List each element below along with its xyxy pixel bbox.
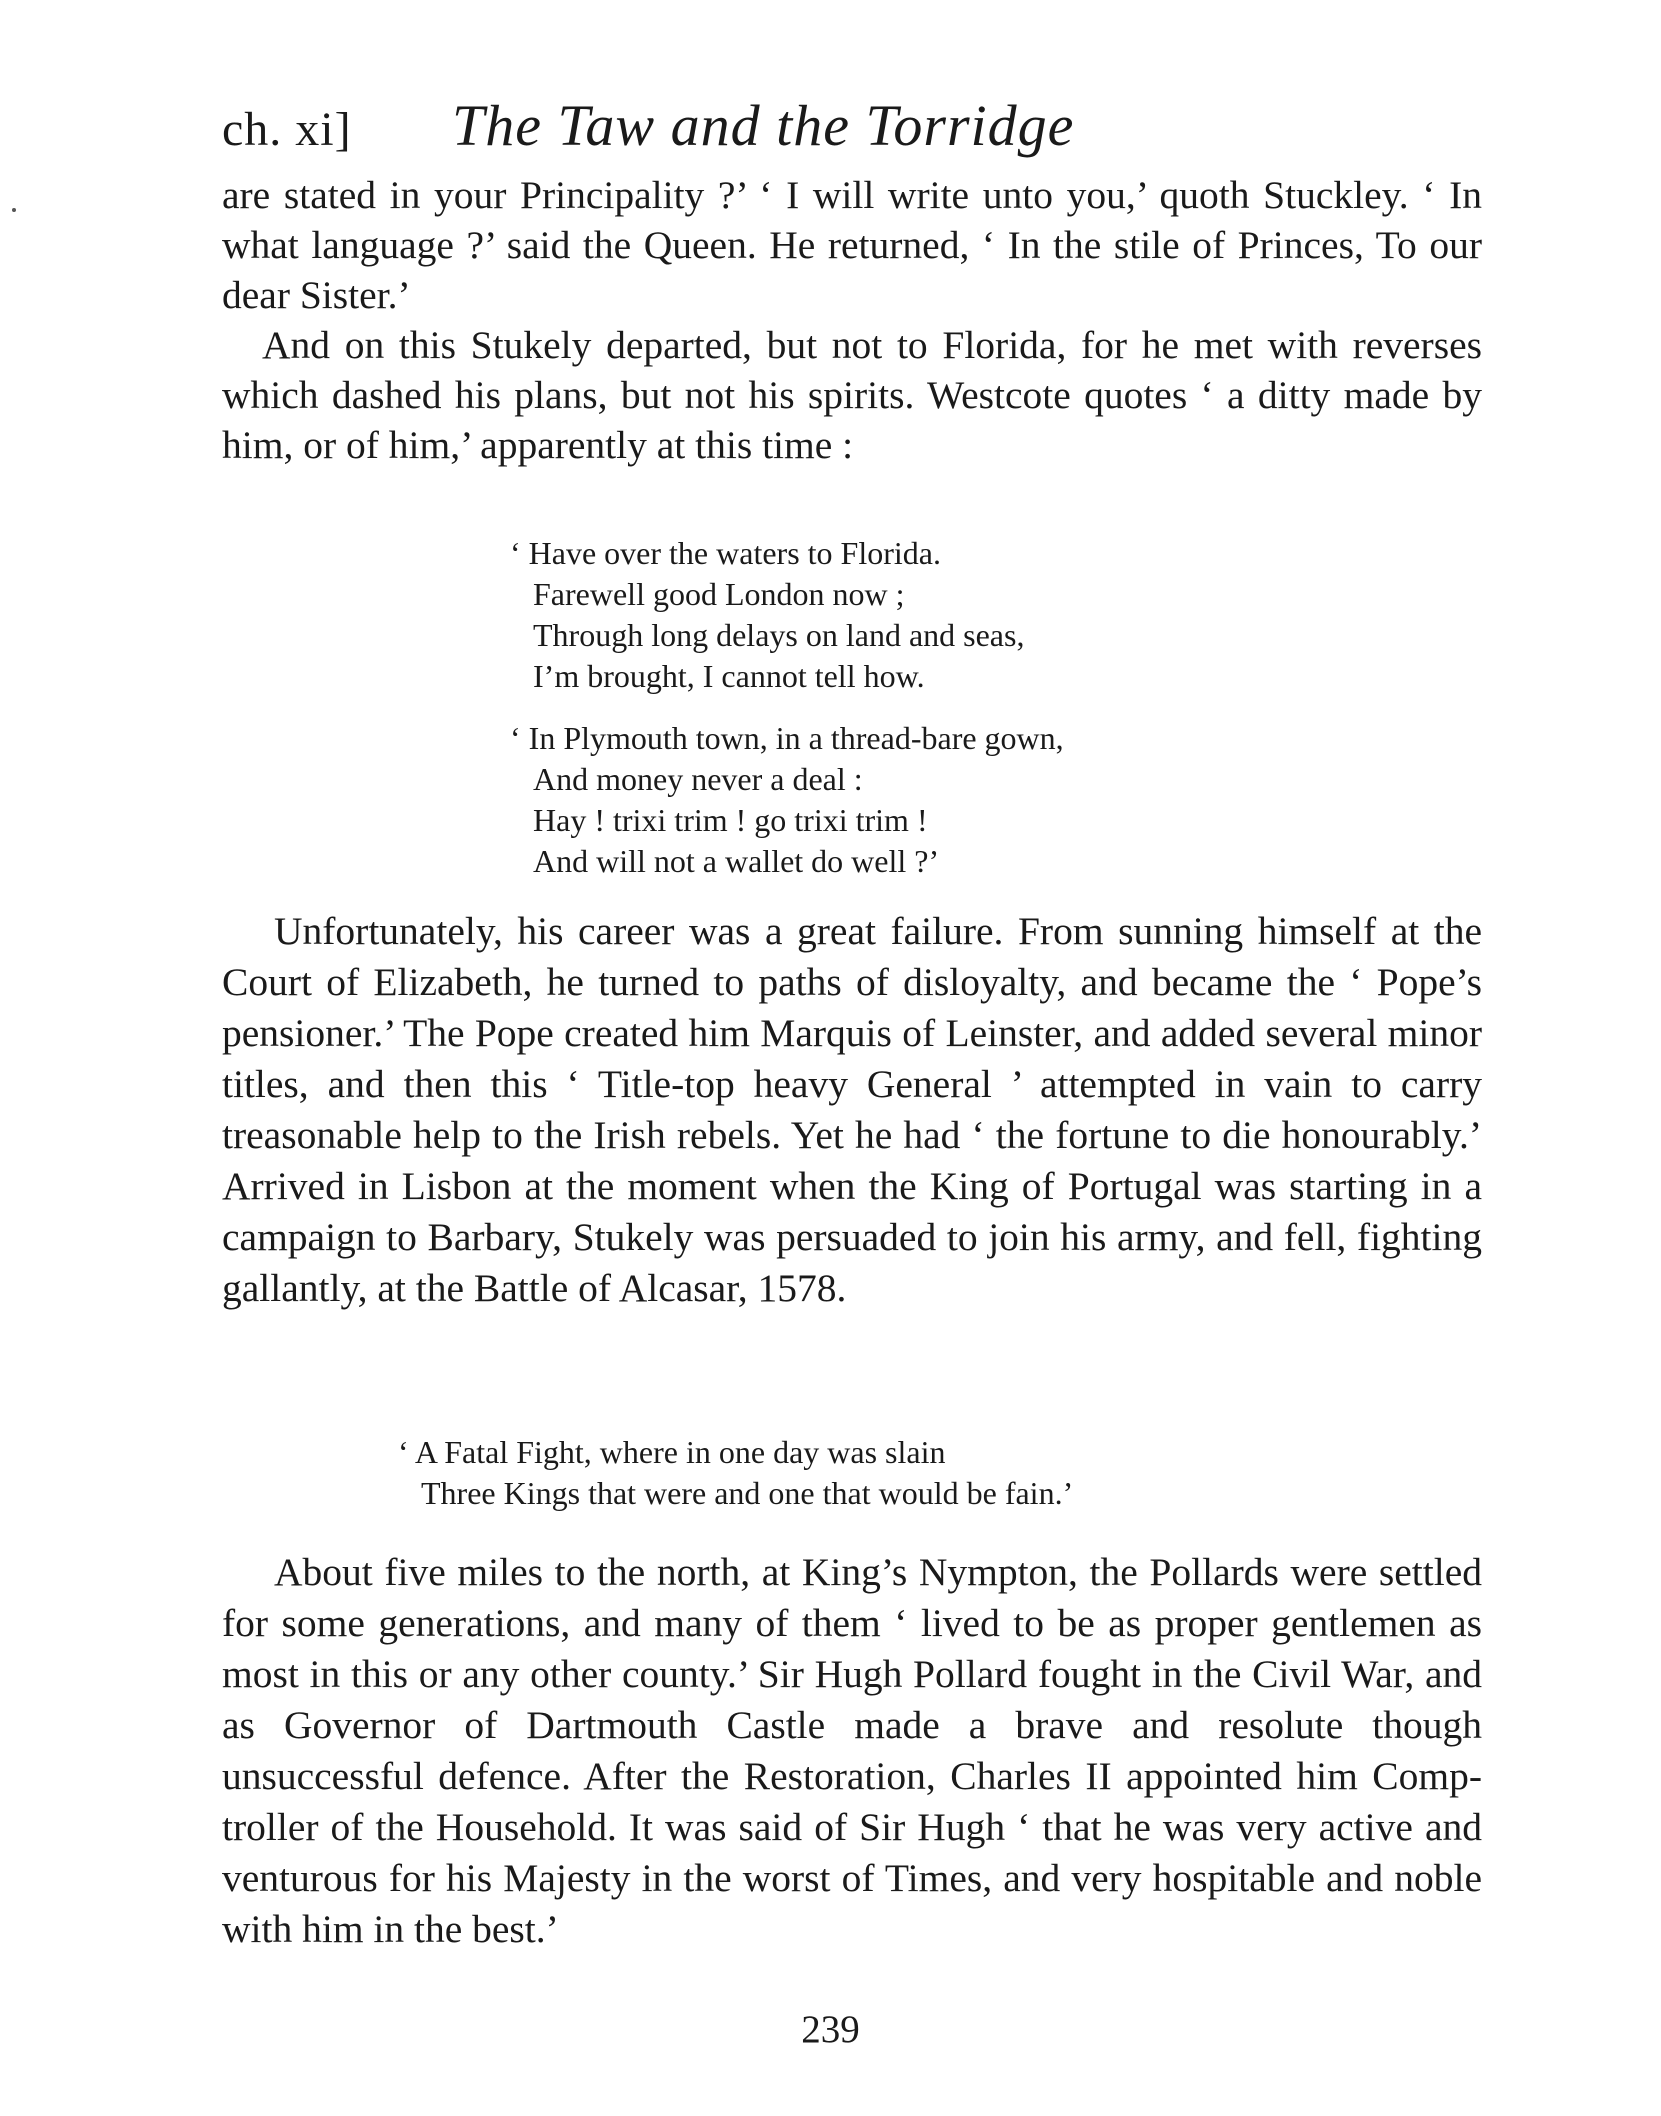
verse-line: Farewell good London now ; [533, 576, 905, 612]
scan-speck [12, 208, 16, 212]
paragraph-1: are stated in your Principality ?’ ‘ I will write unto you,’ quoth Stuckley. ‘ In what language ?’ said the Queen. He returned, ‘ In the stile of Princes, To our dear Sister.’ [222, 173, 1482, 317]
verse-stanza-2 [510, 718, 1064, 882]
paragraph-3: Unfortunately, his career was a great failure. From sunning himself at the Court of Elizabeth, he turned to paths of disloyalty, and became the ‘ Pope’s pensioner.’ The Pope created him Marquis of Leinster, and added several minor titles, and then this ‘ Title-top heavy General ’ attempted in vain to carry treasonable help to the Irish rebels. Yet he had ‘ the fortune to die honourably.’ Arrived in Lisbon at the moment when the King of Portugal was starting in a campaign to Barbary, Stukely was persuaded to join his army, and fell, fighting gallantly, at the Battle of Alcasar, 1578. [222, 909, 1482, 1310]
verse-line: Hay ! trixi trim ! go trixi trim ! [533, 802, 928, 838]
chapter-marker: ch. xi] [222, 103, 352, 156]
page-number: 239 [801, 2008, 860, 2051]
verse-line: Through long delays on land and seas, [533, 617, 1025, 653]
verse-line: I’m brought, I cannot tell how. [533, 658, 925, 694]
verse-line: ‘ Have over the waters to Florida. [510, 535, 941, 571]
paragraph-2: And on this Stukely departed, but not to Florida, for he met with reverses which dashed his plans, but not his spirits. Westcote quotes ‘ a ditty made by him, or of him,’ apparently at this time : [222, 323, 1482, 467]
verse-line: ‘ A Fatal Fight, where in one day was slain [398, 1434, 946, 1470]
paragraph-4: About five miles to the north, at King’s Nympton, the Pollards were settled for some generations, and many of them ‘ lived to be as proper gentlemen as most in this or any other county.’ Sir Hugh Pollard fought in the Civil War, and as Governor of Dartmouth Castle made a brave and resolute though unsuccessful defence. After the Restoration, Charles II appointed him Comptroller of the Household. It was said of Sir Hugh ‘ that he was very active and venturous for his Majesty in the worst of Times, and very hospitable and noble with him in the best.’ [222, 1550, 1482, 1951]
verse-line: ‘ In Plymouth town, in a thread-bare gown, [510, 720, 1064, 756]
running-header [222, 92, 1482, 182]
verse-line: Three Kings that were and one that would be fain.’ [421, 1475, 1074, 1511]
verse-line: And money never a deal : [533, 761, 863, 797]
verse-stanza-1 [510, 533, 1024, 697]
verse-line: And will not a wallet do well ?’ [533, 843, 940, 879]
verse-couplet [398, 1432, 1073, 1514]
running-title: The Taw and the Torridge [452, 93, 1075, 158]
